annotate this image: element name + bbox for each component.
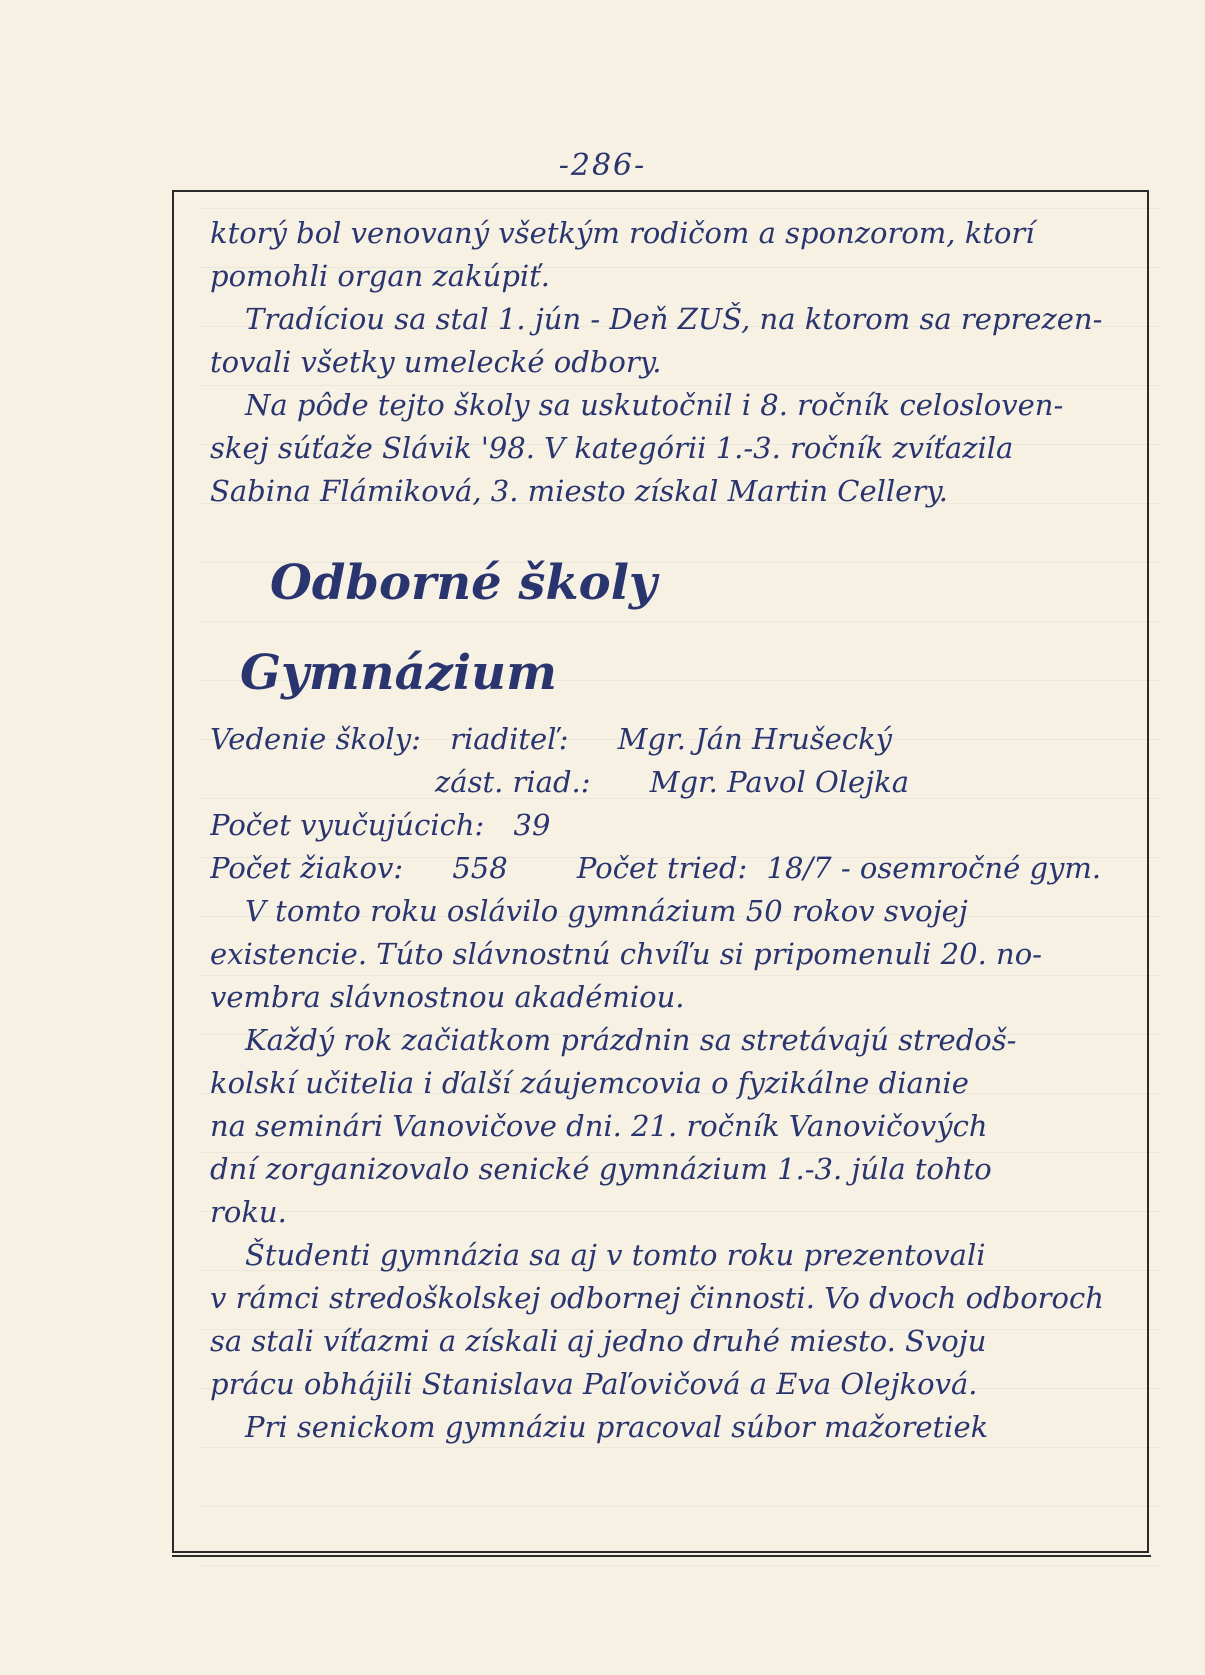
- text-line: prácu obhájili Stanislava Paľovičová a Eva Olejková.: [210, 1367, 978, 1401]
- director-role: riaditeľ:: [450, 722, 569, 756]
- text-line: Každý rok začiatkom prázdnin sa stretávajú stredoš-: [245, 1023, 1017, 1057]
- text-line: na seminári Vanovičove dni. 21. ročník Vanovičových: [210, 1109, 988, 1143]
- teachers-value: 39: [513, 808, 551, 842]
- classes-label: Počet tried:: [576, 851, 748, 885]
- text-line: roku.: [210, 1195, 287, 1229]
- text-line: skej súťaže Slávik '98. V kategórii 1.-3. ročník zvíťazila: [210, 431, 1014, 465]
- text-line: pomohli organ zakúpiť.: [210, 259, 551, 293]
- section-heading: Odborné školy: [270, 555, 657, 611]
- text-line: kolskí učitelia i ďalší záujemcovia o fyzikálne dianie: [210, 1066, 969, 1100]
- management-label: Vedenie školy:: [210, 722, 421, 756]
- students-row: [210, 847, 1135, 890]
- deputy-row: [210, 761, 1135, 804]
- director-name: Mgr. Ján Hrušecký: [617, 722, 893, 756]
- students-value: 558: [452, 851, 508, 885]
- deputy-role: zást. riad.:: [435, 765, 591, 799]
- management-row: [210, 718, 1135, 761]
- frame-bottom-rule: [172, 1555, 1151, 1557]
- students-label: Počet žiakov:: [210, 851, 404, 885]
- text-line: Na pôde tejto školy sa uskutočnil i 8. ročník celosloven-: [245, 388, 1064, 422]
- text-line: Pri senickom gymnáziu pracoval súbor mažoretiek: [245, 1410, 989, 1444]
- subsection-heading: Gymnázium: [240, 645, 557, 701]
- text-line: dní zorganizovalo senické gymnázium 1.-3. júla tohto: [210, 1152, 992, 1186]
- classes-value: 18/7 - osemročné gym.: [766, 851, 1102, 885]
- text-line: vembra slávnostnou akadémiou.: [210, 980, 685, 1014]
- text-line: v rámci stredoškolskej odbornej činnosti. Vo dvoch odboroch: [210, 1281, 1104, 1315]
- teachers-label: Počet vyučujúcich:: [210, 808, 485, 842]
- teachers-row: [210, 804, 1135, 847]
- deputy-name: Mgr. Pavol Olejka: [649, 765, 910, 799]
- page-number: -286-: [558, 148, 647, 183]
- text-line: tovali všetky umelecké odbory.: [210, 345, 662, 379]
- text-line: Sabina Flámiková, 3. miesto získal Martin Cellery.: [210, 474, 948, 508]
- text-line: Tradíciou sa stal 1. jún - Deň ZUŠ, na ktorom sa reprezen-: [245, 302, 1103, 336]
- text-line: Študenti gymnázia sa aj v tomto roku prezentovali: [245, 1238, 986, 1272]
- text-line: V tomto roku oslávilo gymnázium 50 rokov svojej: [245, 894, 968, 928]
- handwritten-text: [210, 212, 1135, 1449]
- text-line: ktorý bol venovaný všetkým rodičom a sponzorom, ktorí: [210, 216, 1035, 250]
- text-line: sa stali víťazmi a získali aj jedno druhé miesto. Svoju: [210, 1324, 987, 1358]
- text-line: existencie. Túto slávnostnú chvíľu si pripomenuli 20. no-: [210, 937, 1042, 971]
